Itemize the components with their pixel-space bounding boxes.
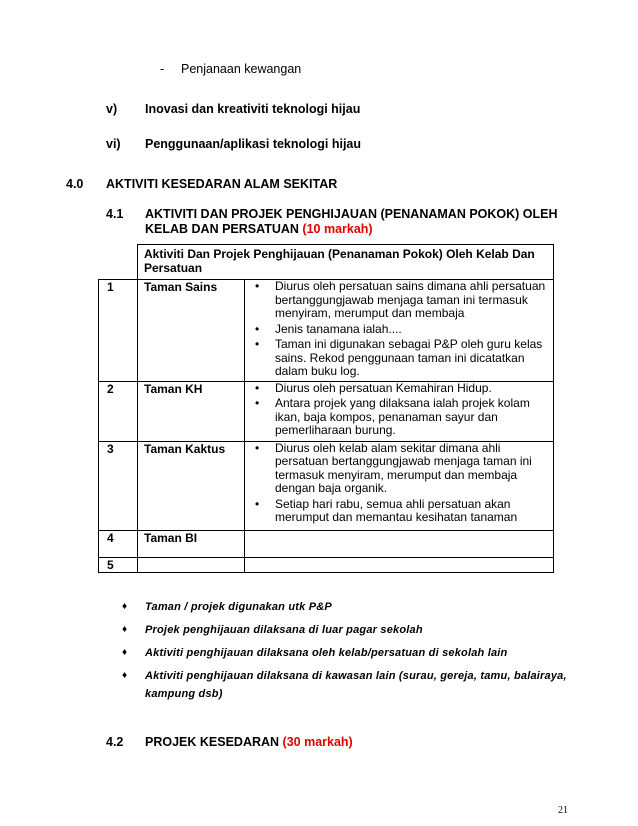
list-item: • Setiap hari rabu, semua ahli persatuan akan merumput dan memantau kesihatan tanaman bbox=[251, 498, 553, 525]
subsection-4-1-title-line1: AKTIVITI DAN PROJEK PENGHIJAUAN (PENANAMAN POKOK) OLEH bbox=[145, 207, 558, 221]
table-header: Aktiviti Dan Projek Penghijauan (Penanaman Pokok) Oleh Kelab Dan Persatuan bbox=[138, 245, 554, 280]
row-number: 4 bbox=[99, 530, 138, 557]
list-item: • Diurus oleh kelab alam sekitar dimana ahli persatuan bertanggungjawab menjaga taman ini termasuk menyiram, merumput dan membaja dengan baja organik. bbox=[251, 442, 553, 496]
row-description bbox=[245, 530, 554, 557]
row-number: 3 bbox=[99, 441, 138, 530]
row-name: Taman KH bbox=[138, 381, 245, 441]
row-number: 5 bbox=[99, 557, 138, 572]
diamond-bullet-icon: ♦ bbox=[122, 601, 128, 612]
item-v-text: Inovasi dan kreativiti teknologi hijau bbox=[145, 102, 361, 116]
row-description bbox=[245, 280, 554, 382]
list-item: • Taman ini digunakan sebagai P&P oleh guru kelas sains. Rekod penggunaan taman ini dicatatkan dalam buku log. bbox=[251, 338, 553, 379]
row-description bbox=[245, 381, 554, 441]
header-blank-cell bbox=[99, 245, 138, 280]
note-item: Projek penghijauan dilaksana di luar pagar sekolah bbox=[145, 624, 423, 636]
subsection-4-2-title: PROJEK KESEDARAN (30 markah) bbox=[145, 735, 353, 749]
note-item: Aktiviti penghijauan dilaksana di kawasan lain (surau, gereja, tamu, balairaya, bbox=[145, 670, 567, 682]
list-item: • Jenis tanamana ialah.... bbox=[251, 323, 553, 337]
note-item-continuation: kampung dsb) bbox=[145, 688, 223, 700]
row-name: Taman BI bbox=[138, 530, 245, 557]
row-number: 2 bbox=[99, 381, 138, 441]
table-row bbox=[99, 557, 554, 572]
table-row bbox=[99, 381, 554, 441]
activities-table bbox=[98, 244, 554, 573]
page-number: 21 bbox=[558, 805, 568, 816]
note-item: Taman / projek digunakan utk P&P bbox=[145, 601, 332, 613]
section-title: AKTIVITI KESEDARAN ALAM SEKITAR bbox=[106, 177, 338, 191]
row-number: 1 bbox=[99, 280, 138, 382]
list-item: • Antara projek yang dilaksana ialah projek kolam ikan, baja kompos, penanaman sayur dan pemerliharaan burung. bbox=[251, 397, 553, 438]
item-vi-text: Penggunaan/aplikasi teknologi hijau bbox=[145, 137, 362, 151]
item-vi-number: vi) bbox=[106, 137, 121, 151]
list-item: • Diurus oleh persatuan sains dimana ahli persatuan bertanggungjawab menjaga taman ini termasuk menyiram, merumput dan membaja bbox=[251, 280, 553, 321]
diamond-bullet-icon: ♦ bbox=[122, 647, 128, 658]
table-row bbox=[99, 530, 554, 557]
subsection-4-2-marks: (30 markah) bbox=[282, 735, 353, 749]
item-v-number: v) bbox=[106, 102, 118, 116]
note-item: Aktiviti penghijauan dilaksana oleh kelab/persatuan di sekolah lain bbox=[145, 647, 508, 659]
table-header-row bbox=[99, 245, 554, 280]
subsection-4-2-number: 4.2 bbox=[106, 735, 124, 749]
table-row bbox=[99, 441, 554, 530]
diamond-bullet-icon: ♦ bbox=[122, 670, 128, 681]
section-number: 4.0 bbox=[66, 177, 84, 191]
subsection-4-1-marks: (10 markah) bbox=[302, 222, 373, 236]
table-row bbox=[99, 280, 554, 382]
diamond-bullet-icon: ♦ bbox=[122, 624, 128, 635]
subsection-4-1-number: 4.1 bbox=[106, 207, 124, 221]
subsection-4-1-title-line2: KELAB DAN PERSATUAN (10 markah) bbox=[145, 222, 373, 236]
dash-item-text: Penjanaan kewangan bbox=[181, 62, 302, 76]
dash-marker: - bbox=[160, 62, 165, 76]
list-item: • Diurus oleh persatuan Kemahiran Hidup. bbox=[251, 382, 553, 396]
row-description bbox=[245, 441, 554, 530]
row-name bbox=[138, 557, 245, 572]
row-name: Taman Sains bbox=[138, 280, 245, 382]
row-description bbox=[245, 557, 554, 572]
row-name: Taman Kaktus bbox=[138, 441, 245, 530]
